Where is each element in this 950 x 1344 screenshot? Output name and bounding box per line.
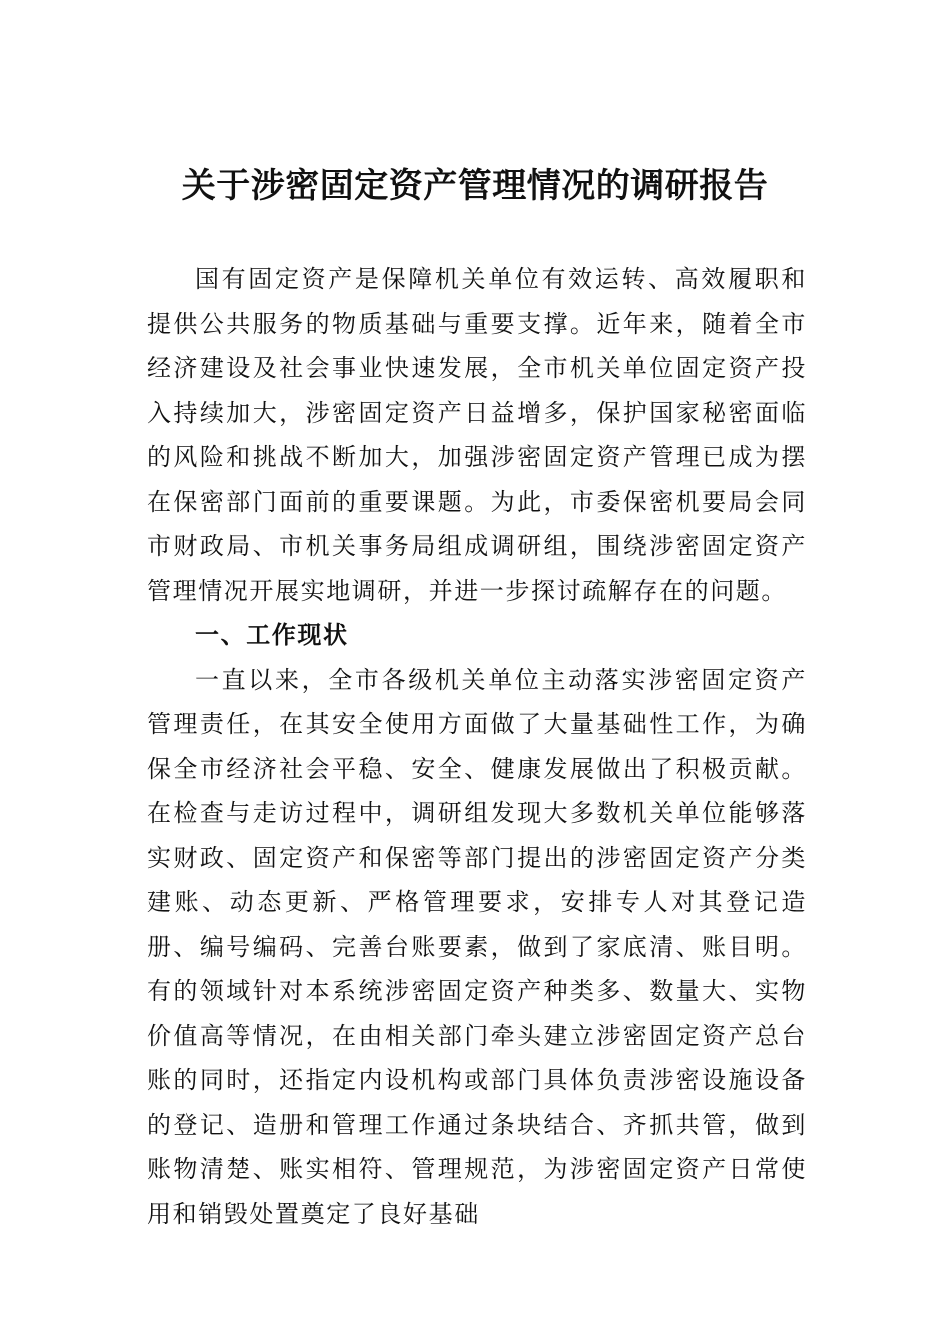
document-title: 关于涉密固定资产管理情况的调研报告: [181, 166, 769, 206]
paragraph-work-status: 一直以来，全市各级机关单位主动落实涉密固定资产管理责任，在其安全使用方面做了大量基础性工作，为确保全市经济社会平稳、安全、健康发展做出了积极贡献。在检查与走访过程中，调研组发现大多数机关单位能够落实财政、固定资产和保密等部门提出的涉密固定资产分类建账、动态更新、严格管理要求，安排专人对其登记造册、编号编码、完善台账要素，做到了家底清、账目明。有的领域针对本系统涉密固定资产种类多、数量大、实物价值高等情况，在由相关部门牵头建立涉密固定资产总台账的同时，还指定内设机构或部门具体负责涉密设施设备的登记、造册和管理工作通过条块结合、齐抓共管，做到账物清楚、账实相符、管理规范，为涉密固定资产日常使用和销毁处置奠定了良好基础: [147, 665, 807, 1228]
section-heading-work-status: 一、工作现状: [195, 621, 349, 649]
document-body: [147, 257, 807, 1236]
paragraph-intro: 国有固定资产是保障机关单位有效运转、高效履职和提供公共服务的物质基础与重要支撑。近年来，随着全市经济建设及社会事业快速发展，全市机关单位固定资产投入持续加大，涉密固定资产日益增多，保护国家秘密面临的风险和挑战不断加大，加强涉密固定资产管理已成为摆在保密部门面前的重要课题。为此，市委保密机要局会同市财政局、市机关事务局组成调研组，围绕涉密固定资产管理情况开展实地调研，并进一步探讨疏解存在的问题。: [147, 265, 807, 605]
